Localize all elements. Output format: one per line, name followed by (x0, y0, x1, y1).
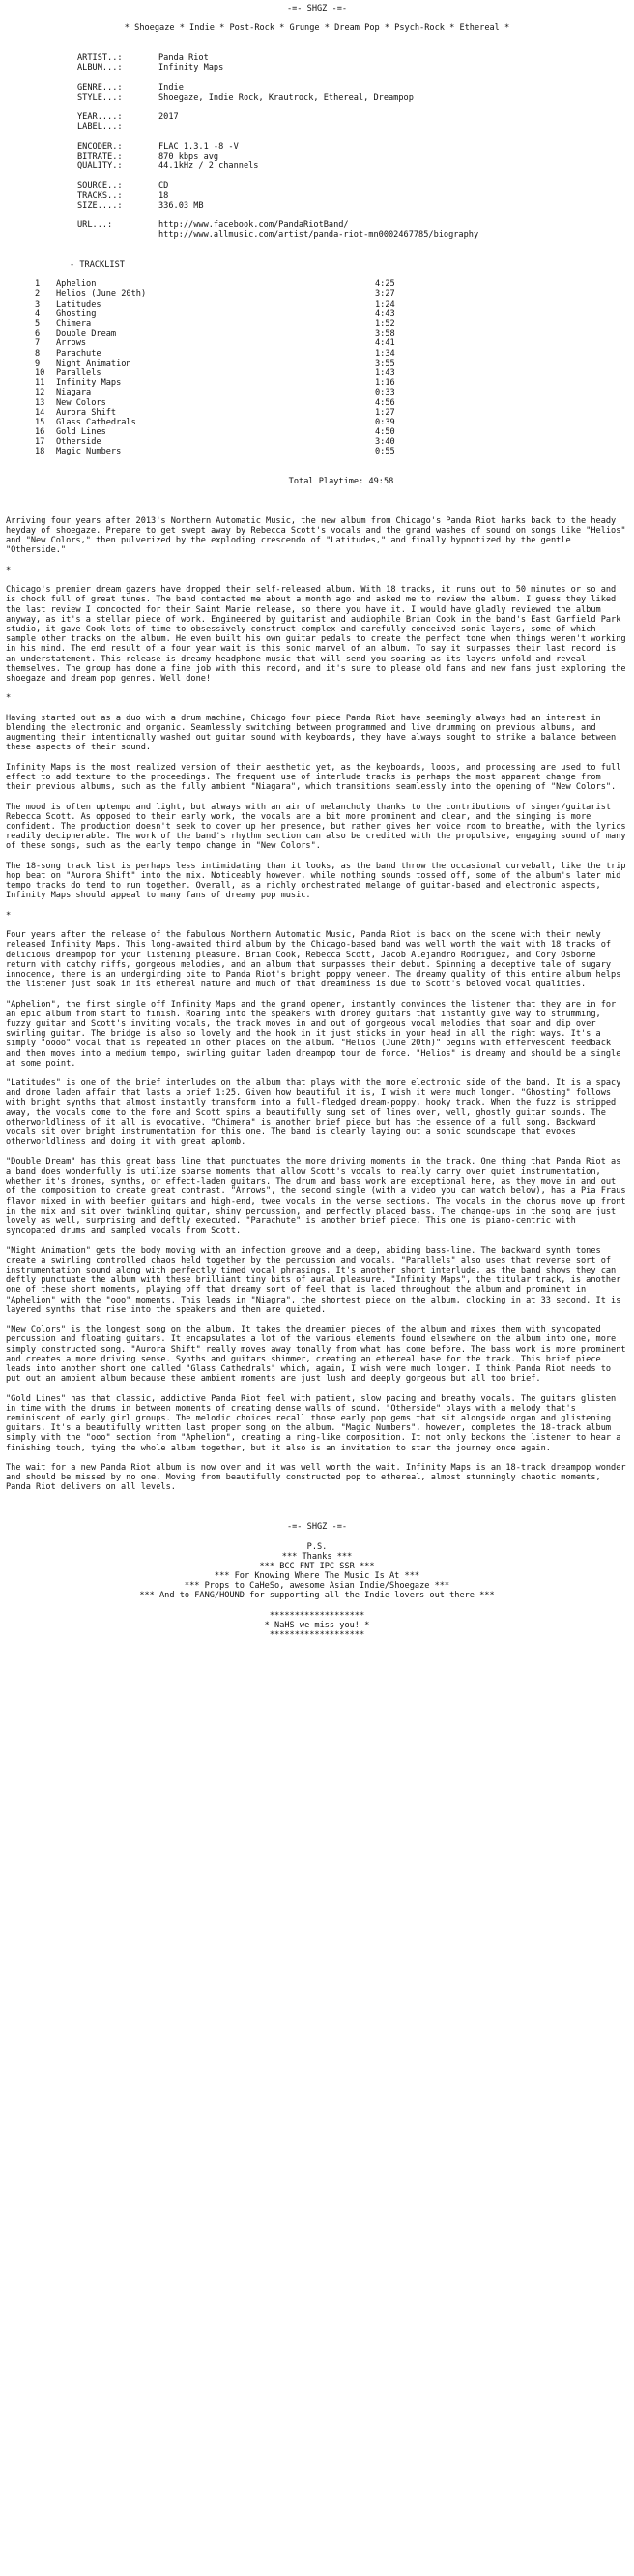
review-paragraph: The 18-song track list is perhaps less intimidating than it looks, as the band throw the occasional curveball, like the trip hop beat on "Aurora Shift" into the mix. Noticeably however, while nothing sounds tossed off, some of the album's later mid tempo tracks do tend to run together. Overall, as a richly orchestrated melange of guitar-based and electronic aspects, Infinity Maps should appeal to many fans of dreamy pop music. (6, 861, 631, 901)
track-row (35, 427, 628, 437)
info-bitrate (77, 152, 628, 161)
track-row (35, 368, 628, 378)
track-number: 6 (35, 329, 41, 339)
track-title: Night Animation (56, 358, 131, 368)
info-block (6, 53, 628, 241)
track-number: 13 (35, 397, 45, 408)
track-duration: 3:40 (375, 437, 395, 448)
track-number: 5 (35, 319, 41, 329)
info-year (77, 112, 628, 122)
info-key: LABEL...: (77, 122, 123, 132)
footer-line: *** And to FANG/HOUND for supporting all the Indie lovers out there *** (139, 1591, 495, 1601)
info-value: Infinity Maps (158, 63, 224, 73)
track-number: 10 (35, 367, 45, 378)
track-row (35, 437, 628, 447)
track-row (35, 319, 628, 329)
info-key: URL...: (77, 220, 113, 231)
info-key: STYLE...: (77, 92, 123, 102)
track-title: Latitudes (56, 299, 101, 309)
info-genre (77, 83, 628, 93)
review-paragraph: Arriving four years after 2013's Northern Automatic Music, the new album from Chicago's Panda Riot harks back to the heady heyday of shoegaze. Prepare to get swept away by Rebecca Scott's vocals and the grand washes of sound on songs like "Helios" and "New Colors," then pulverized by the exploding crescendo of "Latitudes," and finally hypnotized by the gentle "Otherside." (6, 515, 631, 556)
track-title: Glass Cathedrals (56, 417, 136, 427)
info-size (77, 201, 628, 211)
info-encoder (77, 142, 628, 152)
track-number: 12 (35, 388, 45, 398)
info-url (77, 220, 628, 230)
allmusic-link[interactable]: http://www.allmusic.com/artist/panda-riot-mn0002467785/biography (158, 230, 479, 241)
track-number: 1 (35, 279, 41, 290)
track-number: 15 (35, 417, 45, 427)
track-duration: 1:43 (375, 367, 395, 378)
tracklist (6, 279, 628, 456)
track-duration: 3:27 (375, 289, 395, 300)
footer-title: -=- SHGZ -=- (286, 1522, 348, 1533)
track-title: Infinity Maps (56, 378, 122, 389)
track-number: 14 (35, 407, 45, 418)
review-paragraph: "Latitudes" is one of the brief interludes on the album that plays with the more electronic side of the band. It is a spacy and drone laden affair that lasts a brief 1:25. Given how beautiful it is, I wish it were much longer. "Ghosting" follows with bright synths that almost instantly transform into a full-fledged dream-poppy, hooky track. When the fuzz is stripped away, the vocals come to the fore and Scott spins a beautifully sung set of lines over, well, ghostly guitar sounds. The otherworldliness of it all is evocative. "Chimera" is another brief piece but has the essence of a full song. Backward vocals sit over bright instrumentation for this one. The band is clearly laying out a sonic soundscape that evokes otherworldliness and doing it with great aplomb. (6, 1078, 626, 1148)
track-title: Magic Numbers (56, 447, 122, 457)
track-duration: 1:24 (375, 299, 395, 309)
track-number: 17 (35, 437, 45, 448)
info-key: ARTIST..: (77, 52, 123, 63)
info-source (77, 181, 628, 190)
info-key: SIZE....: (77, 200, 123, 211)
track-duration: 4:25 (375, 279, 395, 290)
footer-thanks: *** Thanks *** (281, 1551, 353, 1562)
track-title: New Colors (56, 397, 106, 408)
track-title: Niagara (56, 388, 92, 398)
review-paragraph: Four years after the release of the fabulous Northern Automatic Music, Panda Riot is back on the scene with their newly released Infinity Maps. This long-awaited third album by the Chicago-based band was well worth the wait with 18 tracks of delicious dreampop for your listening pleasure. Brian Cook, Rebecca Scott, Jacob Alejandro Rodriguez, and Cory Osborne return with catchy riffs, gorgeous melodies, and an album that surpasses their debut. Spinning a deceptive tale of sugary innocence, there is an undergirding bite to Panda Riot's bright poppy veneer. The dreamy quality of this entire album helps the listener just soak in its ethereal nature and much of that dreaminess is due to Scott's beloved vocal qualities. (6, 930, 626, 990)
track-duration: 3:55 (375, 358, 395, 368)
info-album (77, 63, 628, 73)
review-paragraph: The wait for a new Panda Riot album is now over and it was well worth the wait. Infinity Maps is an 18-track dreampop wonder and should be missed by no one. Moving from beautifully constructed pop to ethereal, almost stunningly chaotic moments, Panda Riot delivers on all levels. (6, 1462, 631, 1493)
track-row (35, 300, 628, 309)
info-value: Shoegaze, Indie Rock, Krautrock, Ethereal, Dreampop (158, 92, 414, 102)
track-number: 2 (35, 289, 41, 300)
info-value: Indie (158, 82, 184, 93)
info-key: QUALITY.: (77, 161, 123, 171)
track-row (35, 309, 628, 319)
track-number: 16 (35, 427, 45, 438)
footer-ps: P.S. (306, 1541, 328, 1552)
info-value: FLAC 1.3.1 -8 -V (158, 141, 239, 152)
info-artist (77, 53, 628, 63)
info-key: YEAR....: (77, 112, 123, 123)
track-number: 4 (35, 308, 41, 319)
track-row (35, 388, 628, 397)
info-key: ALBUM...: (77, 63, 123, 73)
track-duration: 1:52 (375, 319, 395, 329)
info-key: GENRE...: (77, 82, 123, 93)
track-number: 7 (35, 338, 41, 349)
info-key: TRACKS..: (77, 190, 123, 201)
review-separator: * (6, 565, 12, 575)
review-paragraph: "Double Dream" has this great bass line that punctuates the more driving moments in the track. One thing that Panda Riot as a band does wonderfully is utilize sparse moments that allow Scott's vocals to really carry over quiet instrumentation, whether it's drones, synths, or effect-laden guitars. The drum and bass work are exceptional here, as they move in and out of the composition to create great contrast. "Arrows", the second single (with a video you can watch below), has a Pia Fraus flavor mixed in with beefier guitars and high-end, twee vocals in the verse sections. The vocals in the chorus move up front in the mix and sit over twinkling guitar, shiny percussion, and perfectly placed bass. The change-ups in the song are just lovely as well, surprising and deftly executed. "Parachute" is another brief piece. This one is piano-centric with syncopated drums and sampled vocals from Scott. (6, 1156, 631, 1237)
info-style (77, 93, 628, 102)
track-row (35, 338, 628, 348)
track-title: Helios (June 20th) (56, 289, 147, 300)
track-duration: 4:50 (375, 427, 395, 438)
tracklist-heading: - TRACKLIST (70, 259, 125, 270)
track-row (35, 279, 628, 289)
genre-banner: * Shoegaze * Indie * Post-Rock * Grunge * Dream Pop * Psych-Rock * Ethereal * (124, 23, 510, 34)
review (6, 515, 631, 1493)
track-row (35, 408, 628, 418)
track-number: 3 (35, 299, 41, 309)
track-duration: 0:33 (375, 388, 395, 398)
info-value: 44.1kHz / 2 channels (158, 161, 259, 171)
footer-line: *** For Knowing Where The Music Is At *** (214, 1571, 420, 1582)
track-title: Parachute (56, 348, 101, 359)
info-key: SOURCE..: (77, 181, 123, 191)
track-duration: 1:27 (375, 407, 395, 418)
review-paragraph: Infinity Maps is the most realized version of their aesthetic yet, as the keyboards, loops, and processing are used to full effect to add texture to the proceedings. The frequent use of interlude tracks is perhaps the most apparent change from their previous albums, such as the fully ambient "Niagara", which transitions seamlessly into the opening of "New Colors". (6, 762, 626, 793)
track-title: Chimera (56, 319, 92, 329)
track-title: Double Dream (56, 329, 117, 339)
info-value: 336.03 MB (158, 200, 204, 211)
header-title: -=- SHGZ -=- (286, 4, 348, 14)
track-duration: 1:34 (375, 348, 395, 359)
track-row (35, 349, 628, 359)
track-title: Aurora Shift (56, 407, 117, 418)
info-url-2 (77, 230, 628, 240)
track-duration: 4:41 (375, 338, 395, 349)
track-duration: 0:39 (375, 417, 395, 427)
facebook-link[interactable]: http://www.facebook.com/PandaRiotBand/ (158, 220, 349, 231)
track-title: Aphelion (56, 279, 97, 290)
footer-line: *** Props to CaHeSo, awesome Asian Indie/Shoegaze *** (184, 1581, 450, 1592)
track-duration: 1:16 (375, 378, 395, 389)
track-title: Arrows (56, 338, 87, 349)
review-paragraph: Chicago's premier dream gazers have dropped their self-released album. With 18 tracks, it runs out to 50 minutes or so and is chock full of great tunes. The band contacted me about a month ago and asked me to review the album. I guess they liked the last review I concocted for their Saint Marie release, so there you have it. I would have gladly reviewed the album anyway, as it's a stellar piece of work. Engineered by guitarist and audiophile Brian Cook in the band's East Garfield Park studio, it gave Cook lots of time to obsessively construct complex and carefully conceived sonic layers, some of which sample other tracks on the album. He even built his own guitar pedals to create the perfect tone when things weren't working in his mind. The end result of a four year wait is this sonic marvel of an album. To say it surpasses their last record is an understatement. This release is dreamy headphone music that will send you soaring as its layers unfold and reveal themselves. The group has done a fine job with this record, and it's sure to please old fans and new fans just exploring the shoegaze and dream pop genres. Well done! (6, 585, 631, 684)
track-row (35, 398, 628, 408)
info-value: CD (158, 181, 169, 191)
track-duration: 4:56 (375, 397, 395, 408)
track-title: Ghosting (56, 308, 97, 319)
track-number: 9 (35, 358, 41, 368)
info-label (77, 122, 628, 132)
track-row (35, 359, 628, 368)
total-playtime: Total Playtime: 49:58 (288, 477, 394, 486)
footer (6, 1522, 628, 1640)
track-row (35, 418, 628, 427)
info-value: 2017 (158, 112, 179, 123)
review-paragraph: Having started out as a duo with a drum machine, Chicago four piece Panda Riot have seemingly always had an interest in blending the electronic and organic. Seamlessly switching between programmed and live drumming on previous albums, and augmenting their intentionally washed out guitar sound with keyboards, they have always sought to strike a balance between these aspects of their sound. (6, 713, 621, 753)
review-paragraph: "Aphelion", the first single off Infinity Maps and the grand opener, instantly convinces the listener that they are in for an epic album from start to finish. Roaring into the speakers with droney guitars that instantly give way to strumming, fuzzy guitar and Scott's inviting vocals, the track moves in and out of gorgeous vocal melodies that soar and dip over swirling guitar. The bridge is also so lovely and the hook in it just sticks in your head in all the right ways. It's a simply "oooo" vocal that is repeated in other places on the album. "Helios (June 20th)" begins with effervescent feedback and then moves into a medium tempo, swirling guitar laden dreampop tour de force. "Helios" is dreamy and should be a single at some point. (6, 999, 626, 1068)
track-title: Otherside (56, 437, 101, 448)
footer-nahs: * NaHS we miss you! * (264, 1621, 370, 1630)
review-separator: * (6, 693, 12, 704)
track-number: 8 (35, 348, 41, 359)
track-row (35, 378, 628, 388)
track-row (35, 447, 628, 456)
review-paragraph: "New Colors" is the longest song on the album. It takes the dreamier pieces of the album and mixes them with syncopated percussion and floating guitars. It encapsulates a lot of the various elements found elsewhere on the album into one, more simply constructed song. "Aurora Shift" really moves away tonally from what has come before. The bass work is more prominent and creates a more driving sense. Synths and guitars shimmer, creating an ethereal base for the track. This brief piece leads into another short one called "Glass Cathedrals" which, again, I wish were much longer. I think Panda Riot needs to put out an ambient album because these ambient moments are just lush and deeply gorgeous but all too brief. (6, 1325, 631, 1385)
review-paragraph: "Gold Lines" has that classic, addictive Panda Riot feel with patient, slow pacing and breathy vocals. The guitars glisten in time with the drums in between moments of creating dense walls of sound. "Otherside" plays with a melody that's reminiscent of early girl groups. The melodic choices recall those early pop gems that sit alongside organ and glistening guitars. It's a beautifully written last proper song on the album. "Magic Numbers", however, completes the 18-track album simply with the "ooo" section from "Aphelion", creating a ring-like composition. It not only beckons the listener to hear a finishing touch, tying the whole album together, but it also is an invitation to star the journey once again. (6, 1393, 626, 1453)
review-paragraph: "Night Animation" gets the body moving with an infection groove and a deep, abiding bass-line. The backward synth tones create a swirling controlled chaos held together by the percussion and vocals. "Parallels" also uses that reverse sort of instrumentation sound along with perfectly timed vocal phrasings. It's another short interlude, as the band shows they can deftly punctuate the album with these brilliant tiny bits of aural pleasure. "Infinity Maps", the titular track, is another one of these short moments, playing off that dreamy sort of feel that is laced throughout the album and prominent in "Aphelion" with the "ooo" moments. This leads in "Niagra", the shortest piece on the album, clocking in at 33 second. It is layered synths that rise into the speakers and then are quieted. (6, 1245, 626, 1315)
track-title: Parallels (56, 367, 101, 378)
track-duration: 0:55 (375, 447, 395, 457)
info-value: Panda Riot (158, 52, 209, 63)
track-duration: 3:58 (375, 329, 395, 339)
track-row (35, 289, 628, 299)
info-tracks (77, 191, 628, 201)
info-key: BITRATE.: (77, 151, 123, 161)
info-value: 18 (158, 190, 169, 201)
footer-stars: ******************* (269, 1630, 365, 1641)
track-number: 11 (35, 378, 45, 389)
track-row (35, 329, 628, 338)
track-title: Gold Lines (56, 427, 106, 438)
track-duration: 4:43 (375, 308, 395, 319)
info-key-spacer (77, 230, 158, 240)
info-value: 870 kbps avg (158, 151, 219, 161)
info-key: ENCODER.: (77, 141, 123, 152)
track-number: 18 (35, 447, 45, 457)
footer-crew: *** BCC FNT IPC SSR *** (259, 1561, 375, 1571)
info-quality (77, 161, 628, 171)
review-separator: * (6, 910, 12, 921)
review-paragraph: The mood is often uptempo and light, but always with an air of melancholy thanks to the contributions of singer/guitarist Rebecca Scott. As opposed to their early work, the vocals are a bit more prominent and clear, and the singing is more confident. The production doesn't seek to cover up her presence, but rather gives her voice room to breathe, with the lyrics readily decipherable. The work of the band's rhythm section can also be credited with the propulsive, engaging sound of many of these songs, such as the early tempo change in "New Colors". (6, 802, 631, 852)
footer-stars: ******************* (269, 1610, 365, 1621)
